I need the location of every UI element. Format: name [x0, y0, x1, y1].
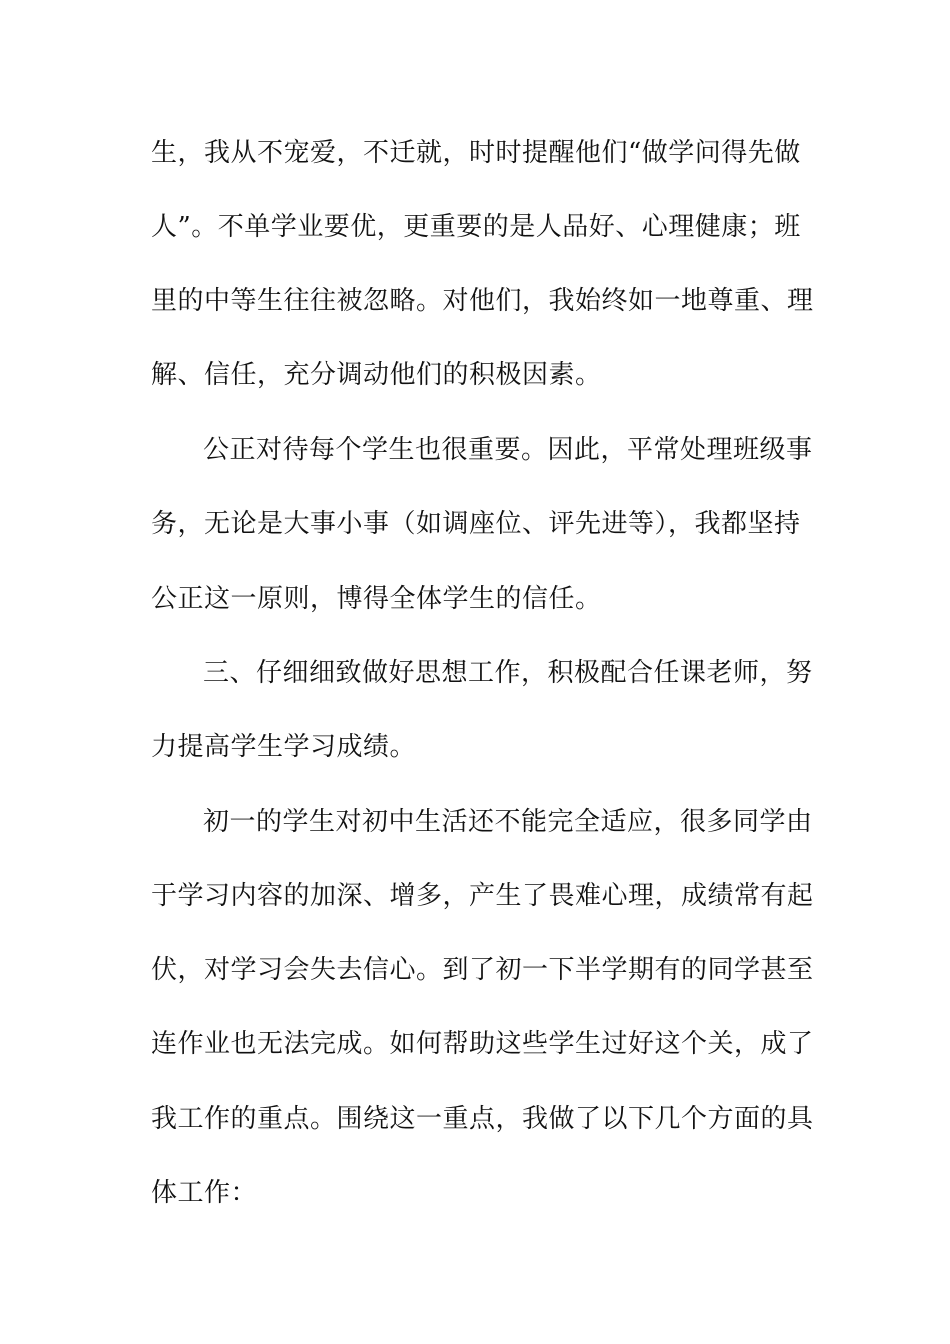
text-line: 里的中等生往往被忽略。对他们，我始终如一地尊重、理 — [151, 286, 814, 316]
section-heading-line: 三、仔细细致做好思想工作，积极配合任课老师，努 — [203, 658, 813, 688]
text-line: 伏，对学习会失去信心。到了初一下半学期有的同学甚至 — [151, 955, 814, 985]
text-line: 公正这一原则，博得全体学生的信任。 — [151, 584, 602, 614]
text-line: 务，无论是大事小事（如调座位、评先进等），我都坚持 — [151, 509, 801, 539]
text-line: 连作业也无法完成。如何帮助这些学生过好这个关，成了 — [151, 1029, 814, 1059]
text-line: 体工作： — [151, 1178, 258, 1208]
text-line: 生，我从不宠爱，不迁就，时时提醒他们“做学问得先做 — [151, 138, 801, 168]
text-line: 我工作的重点。围绕这一重点，我做了以下几个方面的具 — [151, 1104, 814, 1134]
text-line: 初一的学生对初中生活还不能完全适应，很多同学由 — [203, 807, 813, 837]
text-line: 于学习内容的加深、增多，产生了畏难心理，成绩常有起 — [151, 881, 814, 911]
section-heading-line: 力提高学生学习成绩。 — [151, 732, 417, 762]
text-line: 解、信任，充分调动他们的积极因素。 — [151, 360, 602, 390]
text-line: 公正对待每个学生也很重要。因此，平常处理班级事 — [203, 435, 813, 465]
text-line: 人”。不单学业要优，更重要的是人品好、心理健康；班 — [151, 212, 801, 242]
